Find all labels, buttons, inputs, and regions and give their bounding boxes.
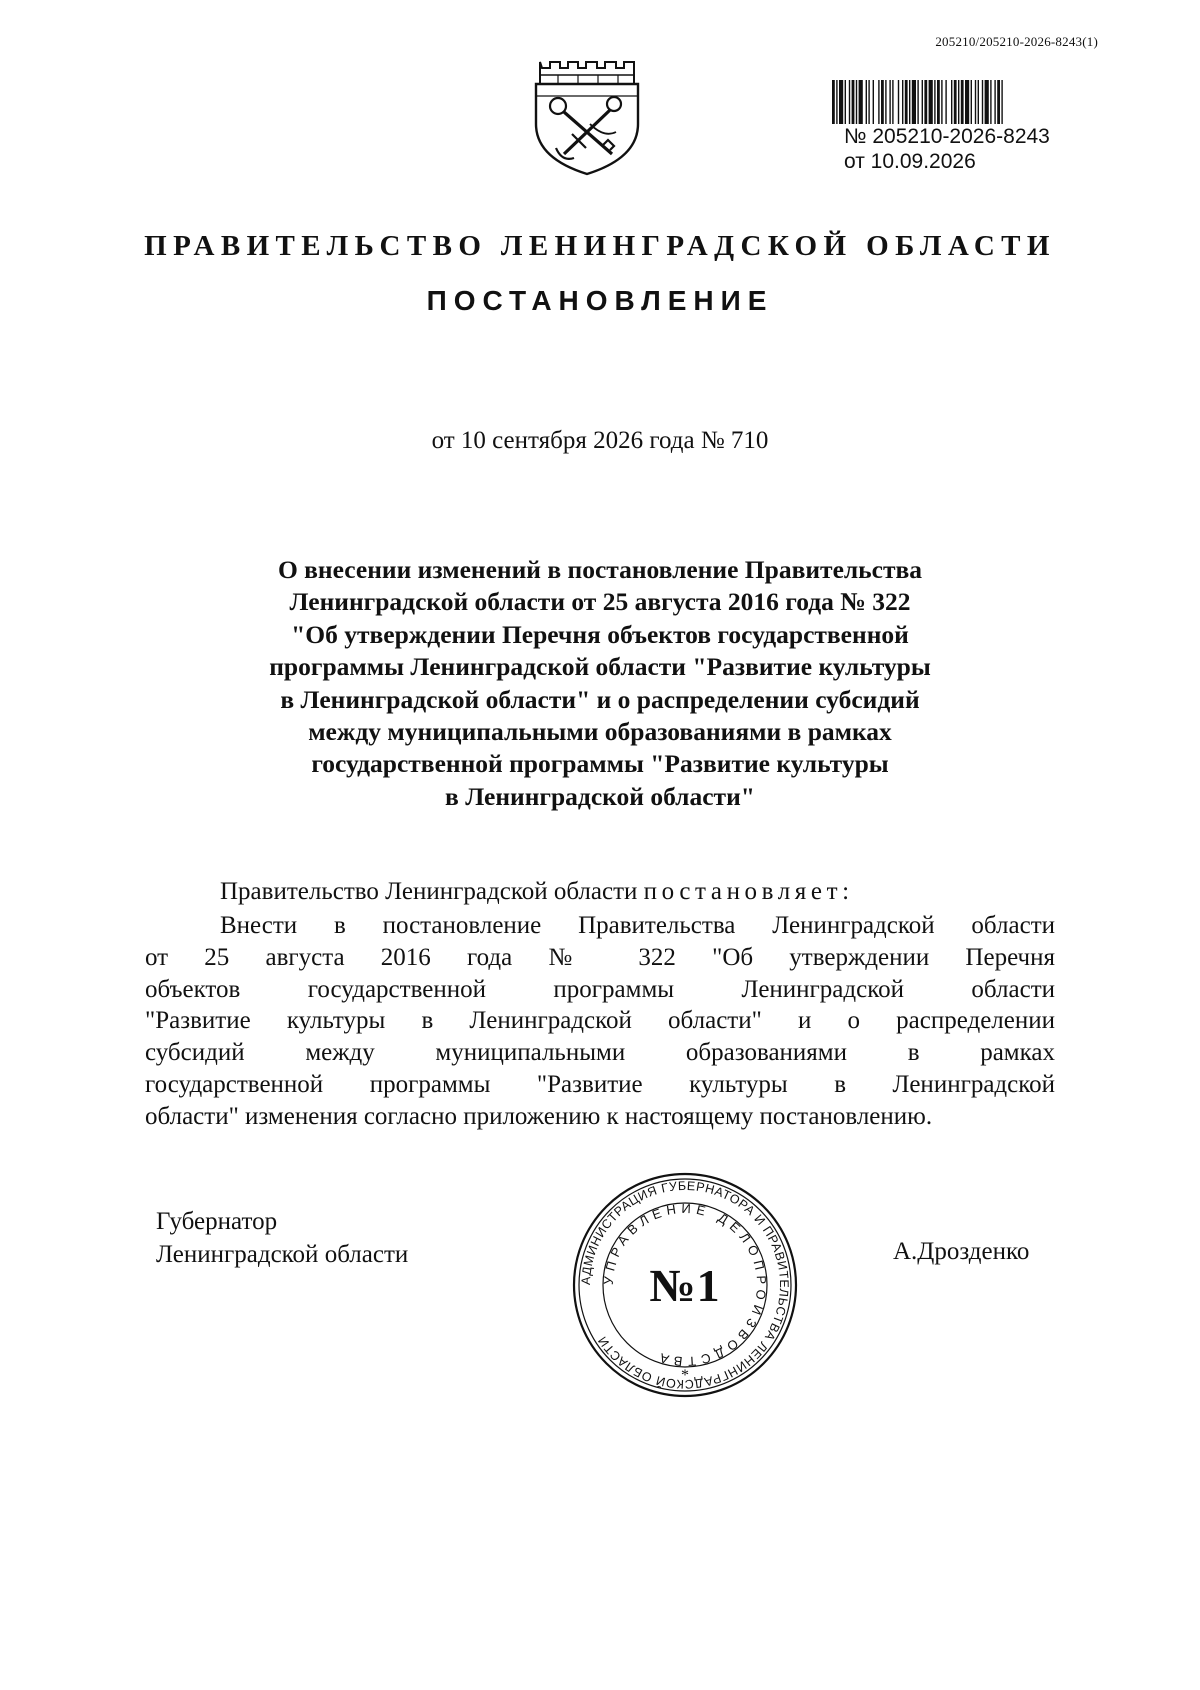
registration-block xyxy=(832,80,1072,174)
heading-line: программы Ленинградской области "Развитие культуры xyxy=(269,652,931,682)
barcode-bar xyxy=(902,80,903,124)
barcode-bar xyxy=(965,80,969,124)
barcode-bar xyxy=(909,80,910,124)
body-line: субсидий между муниципальными образованиями в рамках xyxy=(145,1039,1055,1067)
stamp-outer-text: АДМИНИСТРАЦИЯ ГУБЕРНАТОРА И ПРАВИТЕЛЬСТВА ЛЕНИНГРАДСКОЙ ОБЛАСТИ xyxy=(578,1178,792,1392)
heading-line: государственной программы "Развитие культуры xyxy=(311,749,889,779)
decree-verb: постановляет: xyxy=(643,878,854,905)
barcode-bar xyxy=(885,80,886,124)
heading-line: в Ленинградской области" и о распределении субсидий xyxy=(280,684,920,714)
heading-line: в Ленинградской области" xyxy=(445,781,755,811)
barcode-bar xyxy=(924,80,927,124)
barcode-image xyxy=(832,80,1070,124)
barcode-bar xyxy=(881,80,884,124)
barcode-bar xyxy=(1001,80,1002,124)
barcode-bar xyxy=(845,80,846,124)
signatory-title-line: Ленинградской области xyxy=(156,1241,409,1268)
barcode-bar xyxy=(982,80,983,124)
heading-line: О внесении изменений в постановление Правительства xyxy=(277,555,923,584)
barcode-bar xyxy=(832,80,835,124)
body-line: Внести в постановление Правительства Ленинградской области xyxy=(220,912,1055,939)
barcode-bar xyxy=(929,80,933,124)
barcode-bar xyxy=(958,80,959,124)
barcode-bar xyxy=(868,80,869,124)
barcode-bar xyxy=(852,80,855,124)
barcode-bar xyxy=(951,80,952,124)
barcode-bar xyxy=(859,80,863,124)
barcode-bar xyxy=(990,80,991,124)
barcode-bar xyxy=(866,80,867,124)
barcode-bar xyxy=(961,80,964,124)
barcode-bar xyxy=(997,80,1000,124)
barcode-bar xyxy=(954,80,957,124)
decree-subject: Правительство Ленинградской области xyxy=(220,878,638,905)
barcode-bar xyxy=(978,80,979,124)
registration-date: от 10.09.2026 xyxy=(844,150,976,173)
signatory-title-line: Губернатор xyxy=(156,1208,278,1235)
barcode-bar xyxy=(945,80,946,124)
barcode-bar xyxy=(985,80,989,124)
barcode-bar xyxy=(836,80,837,124)
heading-line: "Об утверждении Перечня объектов государственной xyxy=(291,619,909,649)
body-line: области" изменения согласно приложению к настоящему постановлению. xyxy=(145,1102,933,1130)
heading-line: между муниципальными образованиями в рамках xyxy=(308,717,892,747)
official-stamp xyxy=(570,1170,800,1400)
heading-line: Ленинградской области от 25 августа 2016 года № 322 xyxy=(289,587,911,617)
barcode-bar xyxy=(922,80,923,124)
body-line: государственной программы "Развитие культуры в Ленинградской xyxy=(145,1070,1055,1098)
document-type-title: ПОСТАНОВЛЕНИЕ xyxy=(426,285,774,316)
government-title: ПРАВИТЕЛЬСТВО ЛЕНИНГРАДСКОЙ ОБЛАСТИ xyxy=(144,230,1056,262)
barcode-bar xyxy=(849,80,850,124)
leningrad-oblast-coat-of-arms-icon xyxy=(528,54,646,178)
barcode-bar xyxy=(892,80,893,124)
document-date-number: от 10 сентября 2026 года № 710 xyxy=(431,427,769,454)
barcode-bar xyxy=(937,80,940,124)
barcode-bar xyxy=(975,80,976,124)
decree-body xyxy=(145,910,1055,1133)
barcode-bar xyxy=(873,80,874,124)
body-line: "Развитие культуры в Ленинградской области" и о распределении xyxy=(145,1007,1055,1035)
body-line: объектов государственной программы Ленинградской области xyxy=(145,975,1055,1003)
signatory-name: А.Дрозденко xyxy=(893,1238,1030,1265)
signatory-title xyxy=(156,1205,408,1271)
barcode-bar xyxy=(934,80,935,124)
stamp-marker: * xyxy=(681,1367,689,1384)
barcode-bar xyxy=(889,80,890,124)
barcode-bar xyxy=(994,80,995,124)
document-heading xyxy=(200,554,1000,813)
barcode-bar xyxy=(912,80,916,124)
barcode-bar xyxy=(917,80,918,124)
stamp-inner-text: УПРАВЛЕНИЕ ДЕЛОПРОИЗВОДСТВА xyxy=(600,1200,770,1370)
barcode-bar xyxy=(898,80,899,124)
barcode-bar xyxy=(856,80,857,124)
barcode-bar xyxy=(839,80,843,124)
barcode-bar xyxy=(941,80,942,124)
barcode-bar xyxy=(971,80,972,124)
decree-line xyxy=(220,878,854,906)
stamp-number: №1 xyxy=(649,1259,721,1311)
barcode-bar xyxy=(905,80,908,124)
barcode-bar xyxy=(878,80,879,124)
top-reference-number: 205210/205210-2026-8243(1) xyxy=(935,34,1098,49)
registration-number: № 205210-2026-8243 xyxy=(844,125,1050,148)
body-line: от 25 августа 2016 года № 322 "Об утверждении Перечня xyxy=(145,943,1055,971)
